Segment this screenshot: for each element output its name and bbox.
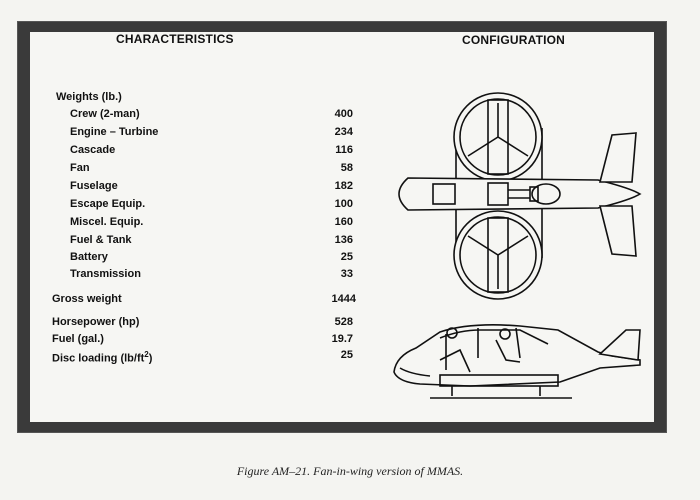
lower-stabilizer (600, 206, 636, 256)
row-value: 25 (340, 349, 353, 361)
row-value: 58 (340, 162, 353, 174)
top-view-drawing (399, 93, 640, 299)
row-label: Battery (70, 251, 108, 263)
row-label: Horsepower (hp) (52, 316, 140, 328)
superscript: 2 (144, 350, 149, 359)
configuration-heading: CONFIGURATION (462, 33, 566, 47)
row-value: 33 (340, 268, 353, 280)
row-label: Fan (70, 162, 90, 174)
row-label: Fuselage (70, 180, 118, 192)
row-value: 100 (334, 198, 353, 210)
row-label: Fuel & Tank (70, 234, 132, 246)
row-value: 116 (335, 144, 353, 156)
row-value: 528 (334, 316, 353, 328)
vertical-tail (600, 330, 640, 360)
row-label: Escape Equip. (70, 198, 146, 210)
row-value: 1444 (331, 293, 356, 305)
landing-skids (430, 386, 572, 398)
row-value: 19.7 (331, 333, 353, 345)
row-label: Fuel (gal.) (52, 333, 104, 345)
row-value: 25 (340, 251, 353, 263)
row-label: Gross weight (52, 293, 122, 305)
row-label: Crew (2-man) (70, 108, 140, 120)
row-value: 400 (334, 108, 353, 120)
row-label: Engine – Turbine (70, 126, 159, 138)
disc-loading-label: Disc loading (lb/ft (52, 352, 145, 365)
row-value: 234 (334, 126, 353, 138)
disc-loading-label-end: ) (148, 352, 153, 365)
characteristics-heading: CHARACTERISTICS (116, 32, 234, 46)
figure-caption: Figure AM–21. Fan-in-wing version of MMAS. (236, 464, 464, 478)
row-label: Cascade (70, 144, 116, 156)
upper-stabilizer (600, 133, 636, 182)
row-label: Miscel. Equip. (70, 216, 144, 228)
side-view-drawing (394, 325, 640, 398)
weights-header: Weights (lb.) (56, 91, 122, 103)
row-value: 160 (334, 216, 353, 228)
row-value: 136 (334, 234, 353, 246)
row-value: 182 (334, 180, 353, 192)
row-label: Transmission (70, 268, 141, 280)
